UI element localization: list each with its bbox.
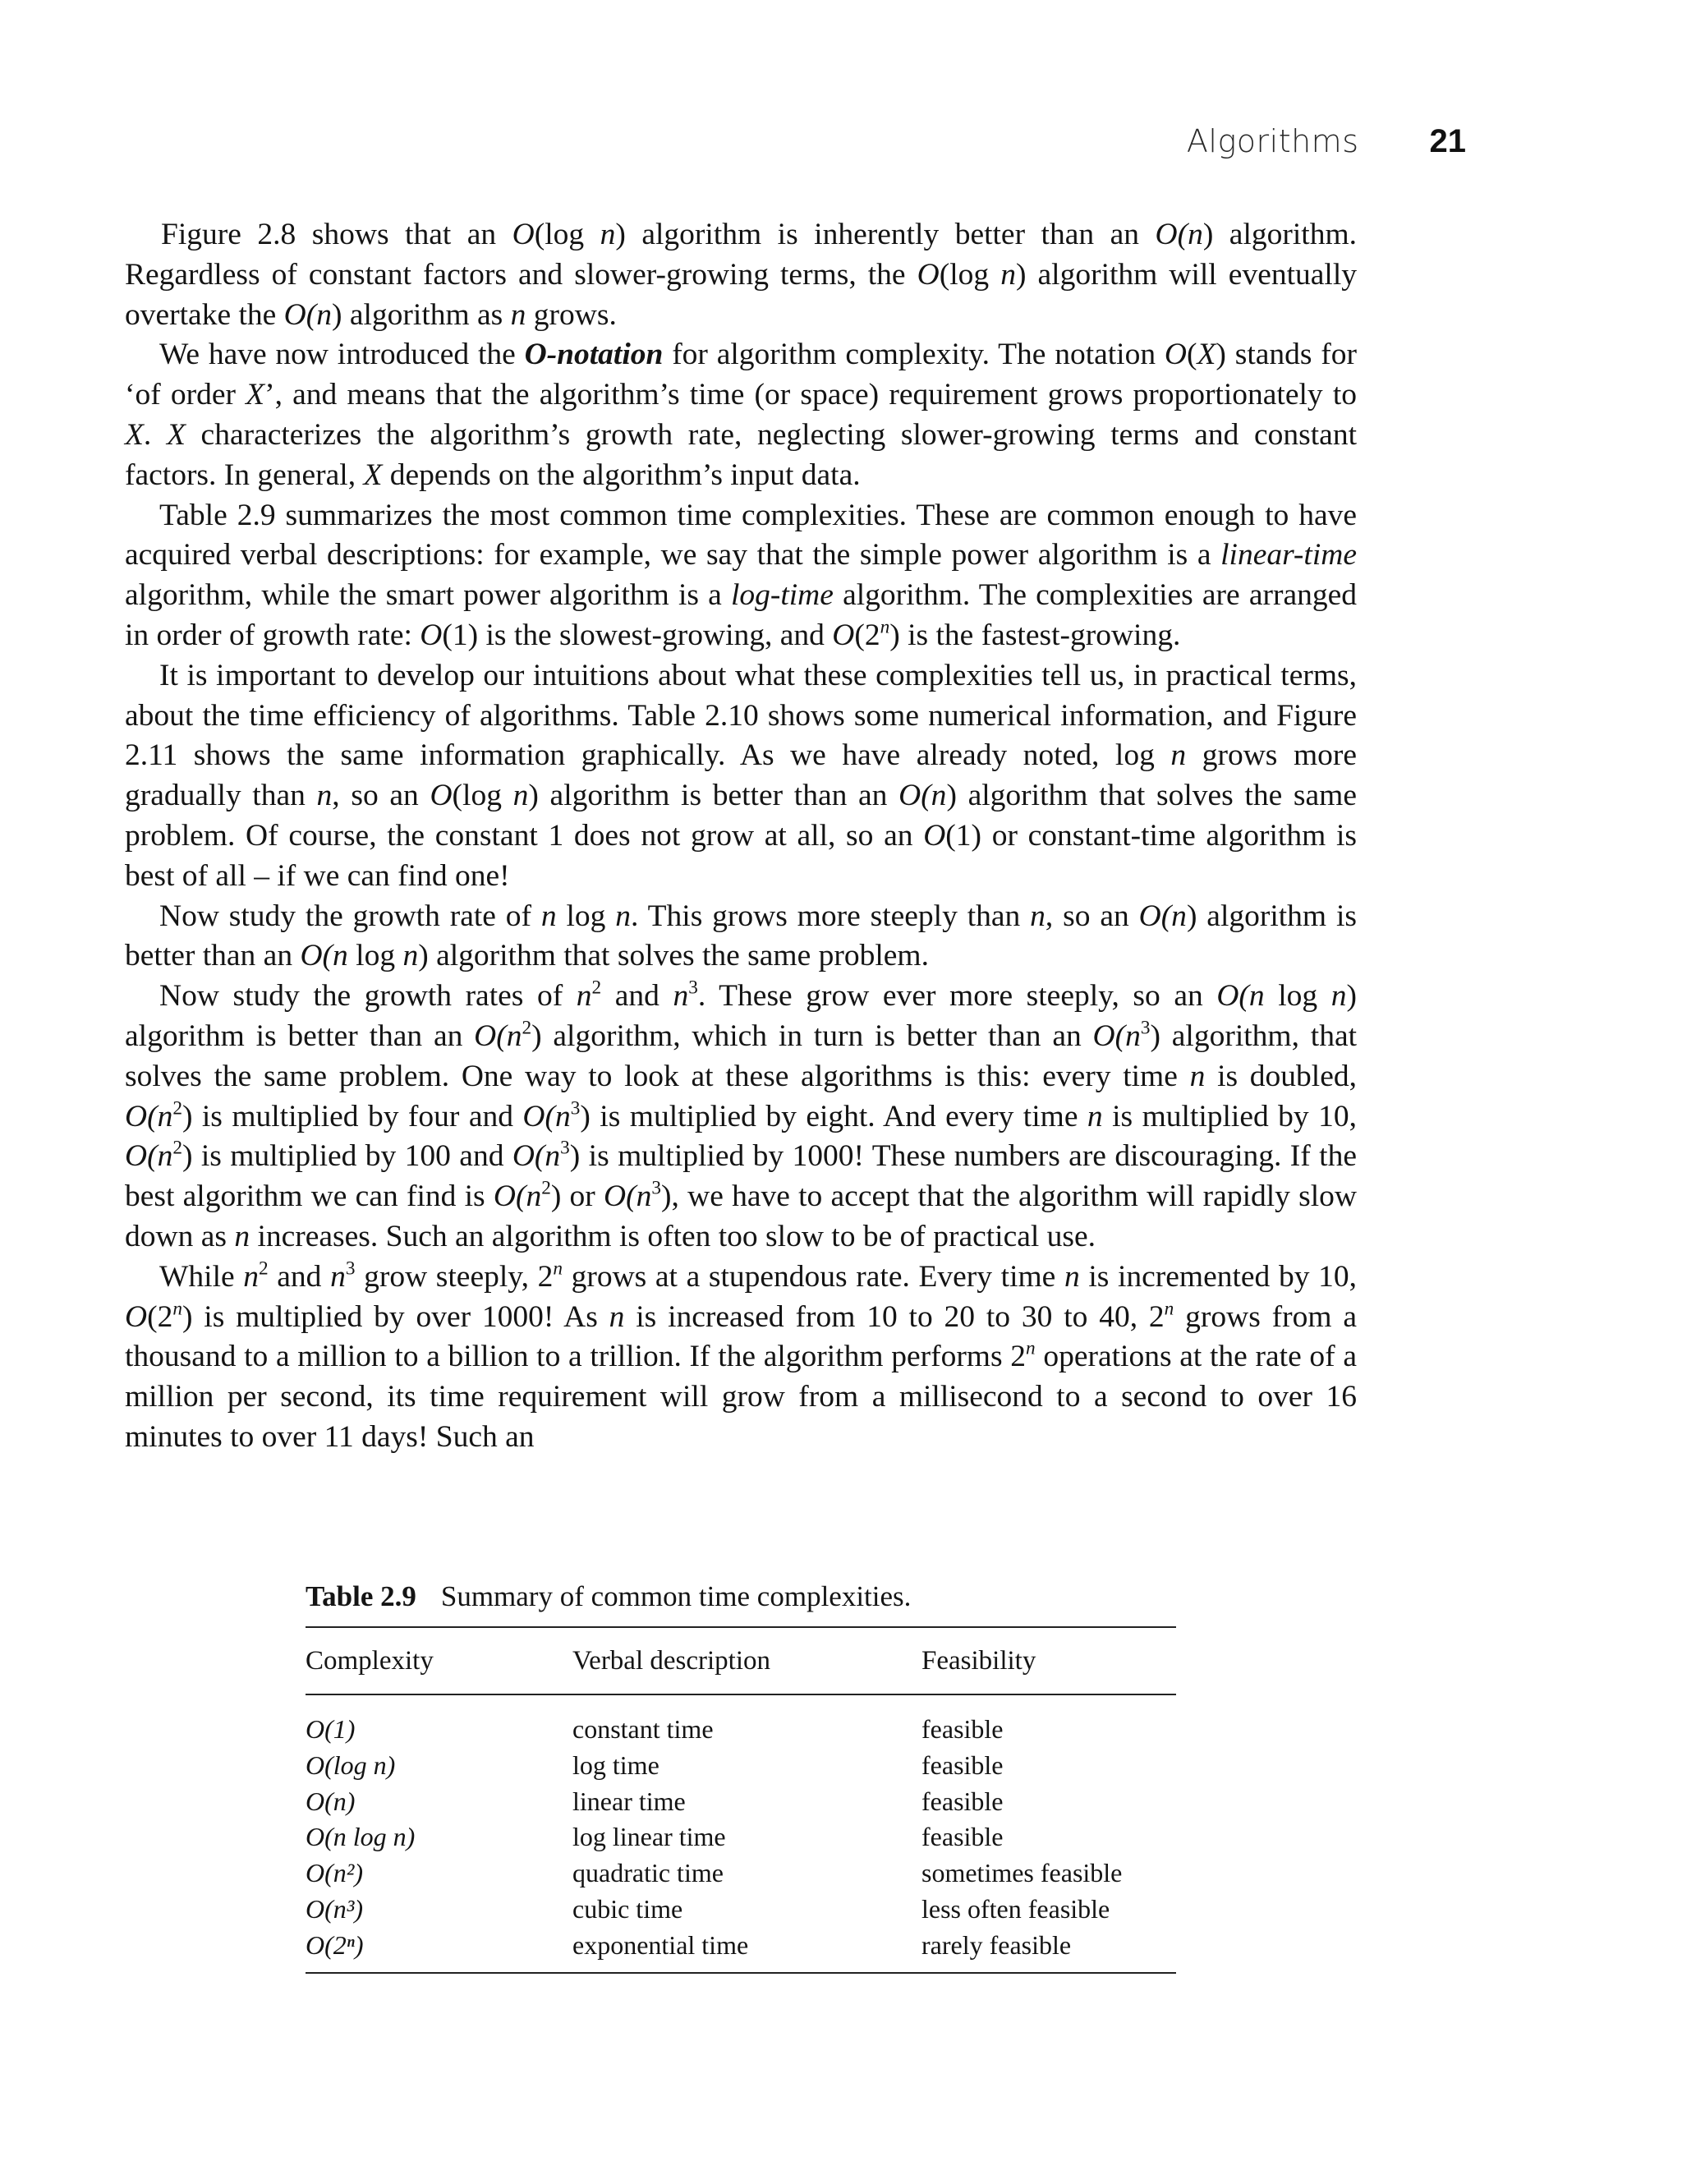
- cell-feasibility: rarely feasible: [921, 1929, 1072, 1960]
- table-row: [306, 1712, 1176, 1748]
- table-row: [306, 1748, 1176, 1784]
- paragraph-5: Now study the growth rate of n log n. This grows more steeply than n, so an O(n) algorithm is better than an O(n log n) algorithm that solves the same problem.: [125, 899, 1357, 973]
- table-header-row: [306, 1628, 1176, 1694]
- table-label: Table 2.9: [306, 1580, 416, 1612]
- running-head: [0, 123, 1466, 160]
- table-row: [306, 1928, 1176, 1964]
- table-row: [306, 1819, 1176, 1855]
- paragraph-7: While $n^2$ and $n^3$ grow steeply, 2$^n$ grows at a stupendous rate. Every time n is incremented by 10, O(2$^n$) is multiplied by over 1000! As n is increased from 10 to 20 to 30 to 40, 2$^n$ grows from a thousand to a million to a billion to a trillion. If the algorithm performs 2$^n$ operations at the rate of a million per second, its time requirement will grow from a millisecond to a second to over 16 minutes to over 11 days! Such an: [125, 1258, 1357, 1454]
- table-row: [306, 1892, 1176, 1928]
- paragraph-1: Figure 2.8 shows that an O(log n) algorithm is inherently better than an O(n) algorithm. Regardless of constant factors and slower-growing terms, the O(log n) algorithm will eventually overtake the O(n) algorithm as n grows.: [125, 218, 1357, 332]
- cell-verbal: quadratic time: [572, 1858, 724, 1888]
- table-row: [306, 1784, 1176, 1820]
- running-title: Algorithms: [1186, 123, 1359, 159]
- table-body: [306, 1695, 1176, 1972]
- cell-feasibility: feasible: [921, 1749, 1004, 1780]
- cell-verbal: exponential time: [572, 1929, 749, 1960]
- cell-complexity: O(n): [306, 1786, 356, 1816]
- cell-verbal: cubic time: [572, 1893, 683, 1924]
- cell-verbal: log linear time: [572, 1822, 726, 1852]
- cell-verbal: constant time: [572, 1714, 714, 1744]
- cell-verbal: linear time: [572, 1786, 686, 1816]
- cell-complexity: O(1): [306, 1714, 356, 1744]
- table-row: [306, 1855, 1176, 1892]
- complexity-table: [306, 1579, 1176, 1974]
- cell-complexity: O(2ⁿ): [306, 1929, 364, 1960]
- cell-verbal: log time: [572, 1749, 659, 1780]
- paragraph-6: Now study the growth rates of $n^2$ and $n^3$. These grow ever more steeply, so an O(n log n) algorithm is better than an $O(n^2)$ algorithm, which in turn is better than an $O(n^3)$ algorithm, that solves the same problem. One way to look at these algorithms is this: every time n is doubled, $O(n^2)$ is multiplied by four and $O(n^3)$ is multiplied by eight. And every time n is multiplied by 10, $O(n^2)$ is multiplied by 100 and $O(n^3)$ is multiplied by 1000! These numbers are discouraging. If the best algorithm we can find is $O(n^2)$ or $O(n^3)$, we have to accept that the algorithm will rapidly slow down as n increases. Such an algorithm is often too slow to be of practical use.: [125, 977, 1358, 1253]
- table-caption: [306, 1579, 1176, 1615]
- table-bottom-rule: [306, 1972, 1176, 1974]
- paragraph-4: It is important to develop our intuitions about what these complexities tell us, in practical terms, about the time efficiency of algorithms. Table 2.10 shows some numerical information, and Figure 2.11 shows the same information graphically. As we have already noted, log n grows more gradually than n, so an O(log n) algorithm is better than an O(n) algorithm that solves the same problem. Of course, the constant 1 does not grow at all, so an O(1) or constant-time algorithm is best of all – if we can find one!: [125, 658, 1358, 893]
- cell-complexity: O(log n): [306, 1749, 396, 1780]
- cell-feasibility: less often feasible: [921, 1893, 1110, 1924]
- column-header-verbal-description: Verbal description: [572, 1646, 771, 1676]
- cell-feasibility: feasible: [921, 1822, 1004, 1852]
- cell-complexity: O(n³): [306, 1893, 364, 1924]
- cell-feasibility: feasible: [921, 1714, 1004, 1744]
- page-number: 21: [1429, 123, 1466, 159]
- cell-feasibility: feasible: [921, 1786, 1004, 1816]
- column-header-feasibility: Feasibility: [921, 1646, 1036, 1676]
- paragraph-3: Table 2.9 summarizes the most common time complexities. These are common enough to have acquired verbal descriptions: for example, we say that the simple power algorithm is a linear-time algorithm, while the smart power algorithm is a log-time algorithm. The complexities are arranged in order of growth rate: O(1) is the slowest-growing, and O(2$^n$) is the fastest-growing.: [125, 498, 1357, 652]
- cell-complexity: O(n log n): [306, 1822, 416, 1852]
- body-text: [125, 215, 1357, 1458]
- table-caption-text: Summary of common time complexities.: [440, 1580, 912, 1612]
- cell-feasibility: sometimes feasible: [921, 1858, 1123, 1888]
- key-term: O-notation: [524, 338, 664, 372]
- column-header-complexity: Complexity: [306, 1646, 434, 1676]
- cell-complexity: O(n²): [306, 1858, 364, 1888]
- paragraph-2: We have now introduced the O-notation for algorithm complexity. The notation O(X) stands for ‘of order X’, and means that the algorithm’s time (or space) requirement grows proportionately to X. X characterizes the algorithm’s growth rate, neglecting slower-growing terms and constant factors. In general, X depends on the algorithm’s input data.: [125, 338, 1357, 492]
